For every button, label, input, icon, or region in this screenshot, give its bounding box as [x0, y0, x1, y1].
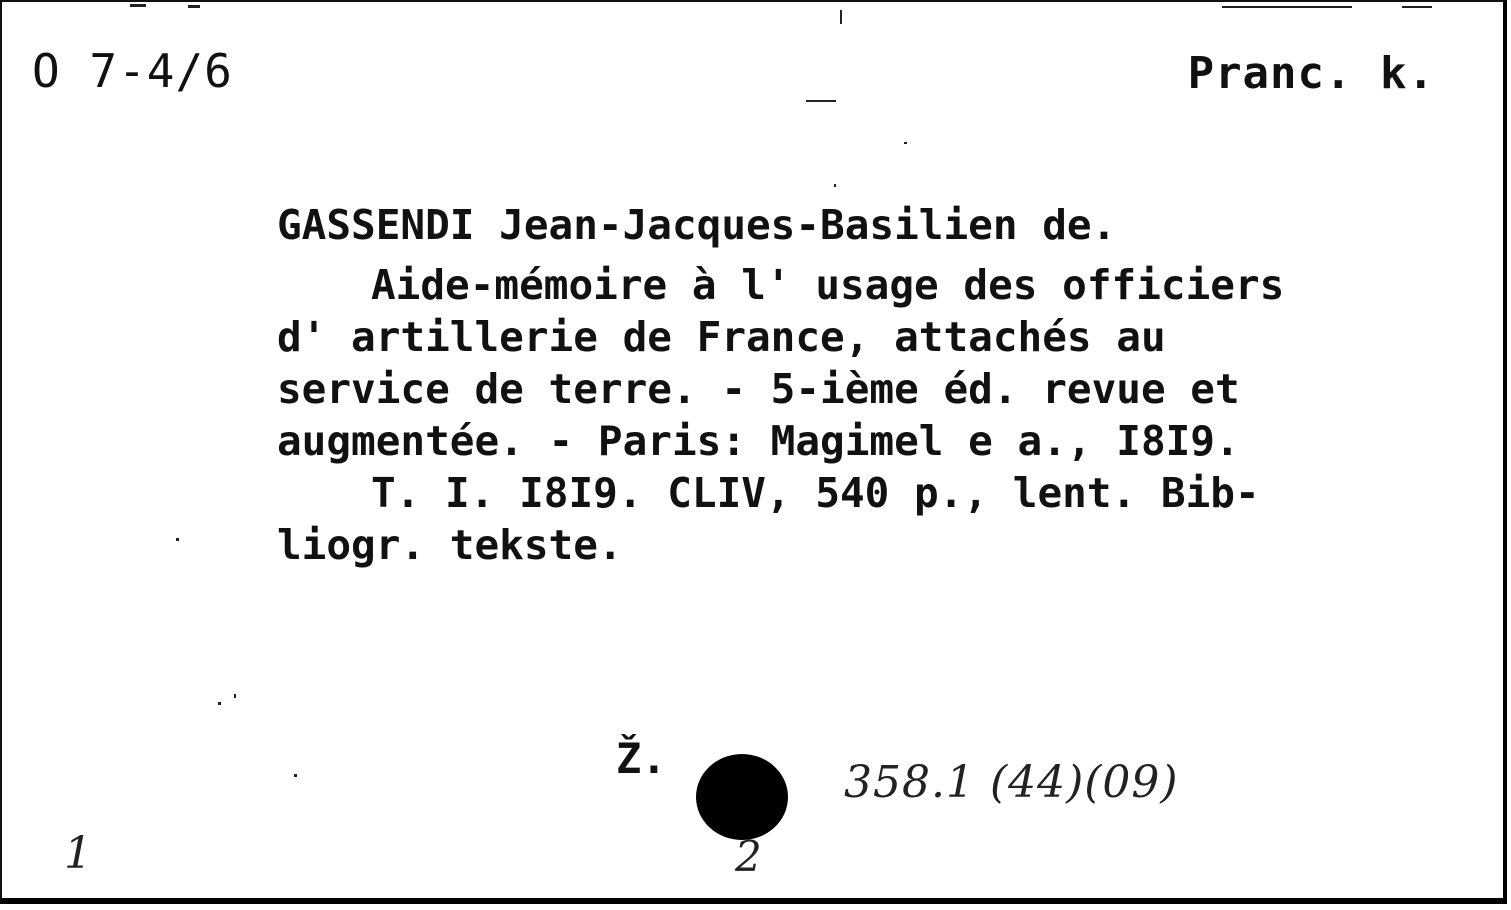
scan-speck	[806, 100, 836, 102]
handwritten-number-2: 2	[735, 832, 762, 881]
description-line: d' artillerie de France, attachés au	[277, 313, 1166, 361]
scan-speck	[176, 538, 179, 541]
scan-speck	[840, 10, 842, 24]
description-line: liogr. tekste.	[277, 521, 623, 569]
shelf-mark: O 7-4/6	[32, 44, 233, 98]
classification-number: 358.1 (44)(09)	[844, 757, 1179, 808]
mark-z: Ž.	[616, 734, 667, 783]
scan-speck	[234, 694, 236, 698]
punched-dot	[696, 754, 788, 840]
department-label: Pranc. k.	[1187, 48, 1435, 99]
scan-speck	[904, 142, 907, 144]
handwritten-number-1: 1	[64, 828, 92, 879]
description-line: T. I. I8I9. CLIV, 540 p., lent. Bib-	[371, 469, 1260, 517]
scan-speck	[188, 5, 200, 8]
description-line: augmentée. - Paris: Magimel e a., I8I9.	[277, 417, 1240, 465]
scan-speck	[1402, 6, 1432, 8]
scan-speck	[218, 702, 221, 705]
bibliographic-entry	[277, 199, 1487, 571]
scan-speck	[294, 774, 297, 777]
scan-speck	[834, 184, 836, 187]
description-line: Aide-mémoire à l' usage des officiers	[371, 261, 1285, 309]
author-heading: GASSENDI Jean-Jacques-Basilien de.	[277, 201, 1117, 249]
scan-speck	[130, 4, 146, 7]
description-line: service de terre. - 5-ième éd. revue et	[277, 365, 1240, 413]
scan-speck	[1222, 6, 1352, 8]
